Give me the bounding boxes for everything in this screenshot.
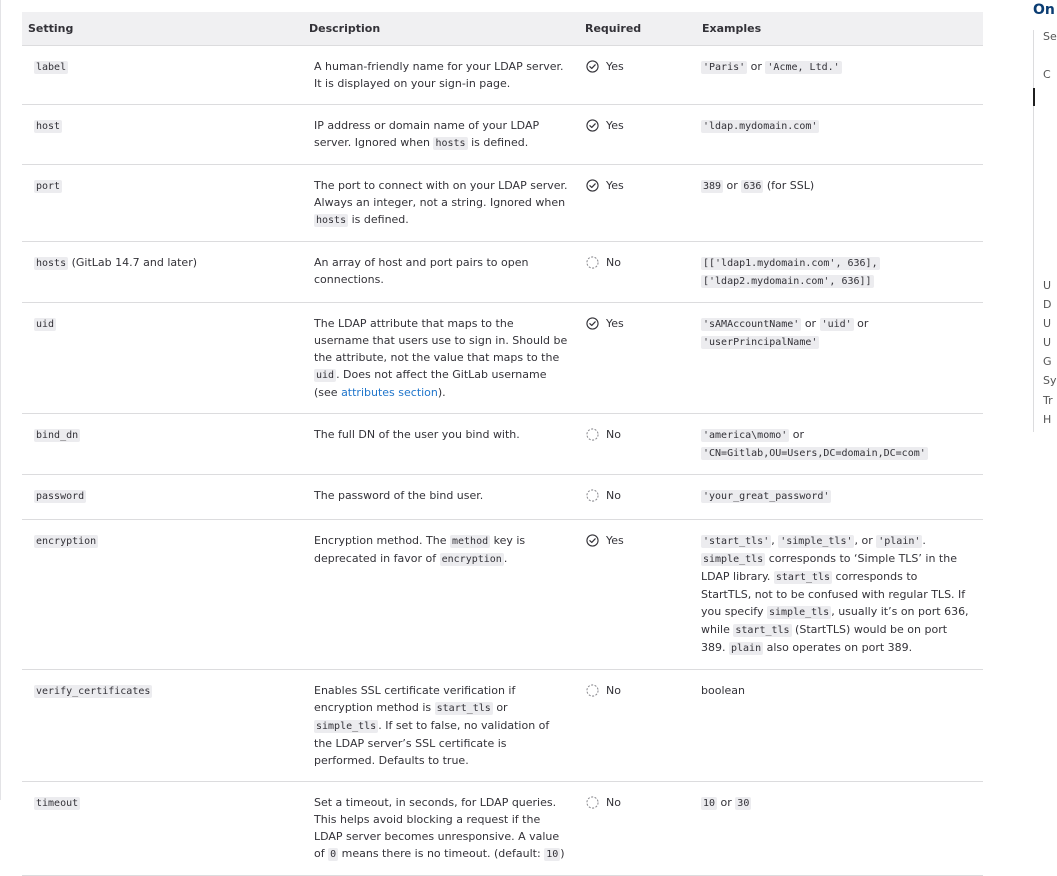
inline-code: label	[36, 62, 67, 73]
on-this-page-nav	[1033, 0, 1057, 800]
text-fragment: Enables SSL certificate verification if encryption method is	[314, 684, 516, 714]
setting-cell	[22, 46, 303, 105]
inline-code: start_tls	[775, 572, 831, 583]
required-indicator	[586, 532, 624, 549]
required-cell	[579, 105, 696, 165]
table-row	[22, 105, 983, 165]
examples-cell	[696, 46, 983, 105]
required-cell	[579, 165, 696, 242]
inline-code: 'your_great_password'	[703, 491, 830, 502]
setting-cell	[22, 165, 303, 242]
table-row	[22, 46, 983, 105]
inline-code: timeout	[36, 798, 79, 809]
inline-code: encryption	[441, 554, 502, 565]
examples-cell	[696, 520, 983, 670]
table-row	[22, 475, 983, 520]
toc-item[interactable]: Tr	[1043, 394, 1053, 407]
setting-cell	[22, 303, 303, 414]
examples-cell	[696, 782, 983, 876]
inline-code: port	[36, 181, 61, 192]
table-header	[22, 12, 983, 46]
required-cell	[579, 475, 696, 520]
table-row	[22, 303, 983, 414]
table-row	[22, 165, 983, 242]
table-body	[22, 46, 983, 876]
inline-code: verify_certificates	[36, 686, 151, 697]
required-indicator	[586, 254, 621, 271]
check-circle-icon	[586, 60, 599, 73]
toc-item[interactable]: C	[1043, 68, 1051, 81]
inline-code: 'CN=Gitlab,OU=Users,DC=domain,DC=com'	[703, 448, 926, 459]
description-cell	[303, 782, 579, 876]
examples-cell	[696, 414, 983, 475]
text-fragment: (GitLab 14.7 and later)	[68, 256, 198, 269]
inline-code: simple_tls	[768, 607, 830, 618]
setting-cell	[22, 414, 303, 475]
text-fragment: .	[922, 534, 926, 547]
required-cell	[579, 303, 696, 414]
required-label: Yes	[606, 119, 624, 132]
text-fragment: also operates on port 389.	[763, 641, 913, 654]
inline-code: start_tls	[436, 703, 491, 714]
dashed-circle-icon	[586, 256, 599, 269]
text-fragment: . Does not affect the GitLab username (see	[314, 368, 547, 399]
text-fragment: The port to connect with on your LDAP server. Always an integer, not a string. Ignored when	[314, 179, 568, 209]
inline-code: 'start_tls'	[703, 536, 770, 547]
required-indicator	[586, 315, 624, 332]
required-cell	[579, 520, 696, 670]
description-cell	[303, 46, 579, 105]
required-label: No	[606, 256, 621, 269]
attributes-section-link[interactable]: attributes section	[341, 386, 438, 399]
description-cell	[303, 242, 579, 303]
text-fragment: The password of the bind user.	[314, 489, 484, 502]
required-label: No	[606, 796, 621, 809]
examples-cell	[696, 165, 983, 242]
dashed-circle-icon	[586, 684, 599, 697]
inline-code: 'plain'	[878, 536, 921, 547]
table-row	[22, 670, 983, 782]
required-cell	[579, 242, 696, 303]
toc-item[interactable]: U	[1043, 317, 1052, 330]
inline-code: 10	[703, 798, 716, 809]
inline-code: 'uid'	[821, 319, 852, 330]
inline-code: method	[451, 536, 489, 547]
toc-active-marker	[1033, 88, 1035, 106]
check-circle-icon	[586, 119, 599, 132]
toc-item[interactable]: U	[1043, 336, 1052, 349]
text-fragment: (for SSL)	[763, 179, 815, 192]
required-cell	[579, 670, 696, 782]
text-fragment: , or	[854, 534, 877, 547]
text-fragment: means there is no timeout. (default:	[338, 847, 545, 860]
text-fragment: . If set to false, no validation of the LDAP server’s SSL certificate is performed. Defaults to true.	[314, 719, 550, 767]
setting-cell	[22, 520, 303, 670]
inline-code: simple_tls	[703, 554, 764, 565]
text-fragment: is defined.	[348, 213, 409, 226]
text-fragment: IP address or domain name of your LDAP server. Ignored when	[314, 119, 540, 149]
inline-code: bind_dn	[36, 430, 79, 441]
required-label: Yes	[606, 179, 624, 192]
table-row	[22, 782, 983, 876]
header-required[interactable]: Required	[579, 12, 696, 46]
setting-cell	[22, 242, 303, 303]
toc-item[interactable]: D	[1043, 298, 1052, 311]
inline-code: 'userPrincipalName'	[703, 337, 818, 348]
required-label: Yes	[606, 534, 624, 547]
required-label: Yes	[606, 317, 624, 330]
inline-code: hosts	[316, 215, 347, 226]
text-fragment: or	[492, 701, 508, 714]
required-indicator	[586, 794, 621, 811]
inline-code: plain	[731, 643, 762, 654]
required-label: No	[606, 428, 621, 441]
inline-code: 30	[737, 798, 750, 809]
dashed-circle-icon	[586, 428, 599, 441]
header-description[interactable]: Description	[303, 12, 579, 46]
required-indicator	[586, 58, 624, 75]
inline-code: 10	[546, 849, 559, 860]
text-fragment: or	[717, 796, 736, 809]
text-fragment: corresponds to ‘Simple TLS’ in the LDAP library.	[701, 552, 957, 583]
inline-code: simple_tls	[316, 721, 377, 732]
inline-code: 'simple_tls'	[780, 536, 853, 547]
dashed-circle-icon	[586, 489, 599, 502]
inline-code: uid	[36, 319, 55, 330]
setting-cell	[22, 782, 303, 876]
required-cell	[579, 782, 696, 876]
text-fragment: An array of host and port pairs to open connections.	[314, 256, 529, 286]
text-fragment: ).	[437, 386, 446, 399]
examples-cell	[696, 242, 983, 303]
setting-cell	[22, 105, 303, 165]
text-fragment: The full DN of the user you bind with.	[314, 428, 520, 441]
check-circle-icon	[586, 317, 599, 330]
inline-code: uid	[316, 370, 335, 381]
inline-code: 389	[703, 181, 722, 192]
ldap-settings-table	[22, 12, 983, 876]
examples-cell	[696, 670, 983, 782]
required-indicator	[586, 682, 621, 699]
toc-item[interactable]: Se	[1043, 30, 1057, 43]
required-indicator	[586, 117, 624, 134]
inline-code: 'Acme, Ltd.'	[767, 62, 840, 73]
required-indicator	[586, 426, 621, 443]
text-fragment: The LDAP attribute that maps to the username that users use to sign in. Should be the attribute, not the value that maps to the	[314, 317, 568, 364]
header-examples[interactable]: Examples	[696, 12, 983, 46]
check-circle-icon	[586, 179, 599, 192]
inline-code: host	[36, 121, 61, 132]
inline-code: hosts	[435, 138, 466, 149]
table-row	[22, 414, 983, 475]
text-fragment: corresponds to StartTLS, not to be confused with regular TLS. If you specify	[701, 570, 966, 618]
description-cell	[303, 414, 579, 475]
required-label: No	[606, 489, 621, 502]
description-cell	[303, 303, 579, 414]
required-cell	[579, 46, 696, 105]
inline-code: 'sAMAccountName'	[703, 319, 800, 330]
toc-item[interactable]: H	[1043, 413, 1052, 426]
text-fragment: or	[747, 60, 766, 73]
toc-item[interactable]: U	[1043, 279, 1052, 292]
examples-cell	[696, 475, 983, 520]
inline-code: ['ldap2.mydomain.com', 636]]	[703, 276, 872, 287]
page-left-border	[0, 0, 1, 800]
text-fragment: or	[789, 428, 805, 441]
inline-code: hosts	[36, 258, 67, 269]
required-cell	[579, 414, 696, 475]
description-cell	[303, 670, 579, 782]
inline-code: 636	[743, 181, 762, 192]
table-row	[22, 520, 983, 670]
setting-cell	[22, 670, 303, 782]
toc-item[interactable]: Sy	[1043, 374, 1057, 387]
inline-code: 'ldap.mydomain.com'	[703, 121, 818, 132]
examples-cell	[696, 303, 983, 414]
text-fragment: or	[853, 317, 869, 330]
required-indicator	[586, 177, 624, 194]
text-fragment: ,	[771, 534, 779, 547]
text-fragment: , usually it’s on port 636, while	[701, 605, 969, 636]
description-cell	[303, 105, 579, 165]
text-fragment: boolean	[701, 684, 745, 697]
description-cell	[303, 165, 579, 242]
inline-code: 'Paris'	[703, 62, 746, 73]
setting-cell	[22, 475, 303, 520]
text-fragment: or	[801, 317, 820, 330]
inline-code: encryption	[36, 536, 97, 547]
inline-code: password	[36, 491, 85, 502]
required-indicator	[586, 487, 621, 504]
text-fragment: )	[560, 847, 565, 860]
dashed-circle-icon	[586, 796, 599, 809]
examples-cell	[696, 105, 983, 165]
toc-item[interactable]: G	[1043, 355, 1052, 368]
table-row	[22, 242, 983, 303]
inline-code: start_tls	[735, 625, 790, 636]
text-fragment: or	[723, 179, 742, 192]
text-fragment: A human-friendly name for your LDAP server. It is displayed on your sign-in page.	[314, 60, 564, 90]
text-fragment: (StartTLS) would be on port 389.	[701, 623, 948, 654]
check-circle-icon	[586, 534, 599, 547]
description-cell	[303, 520, 579, 670]
text-fragment: key is deprecated in favor of	[314, 534, 526, 565]
required-label: Yes	[606, 60, 624, 73]
inline-code: 0	[330, 849, 337, 860]
header-setting[interactable]: Setting	[22, 12, 303, 46]
content-area	[22, 12, 983, 876]
inline-code: [['ldap1.mydomain.com', 636],	[703, 258, 878, 269]
text-fragment: Set a timeout, in seconds, for LDAP queries. This helps avoid blocking a request if the LDAP server becomes unresponsive. A value of	[314, 796, 560, 860]
inline-code: 'america\momo'	[703, 430, 788, 441]
text-fragment: is defined.	[467, 136, 529, 149]
text-fragment: .	[503, 552, 508, 565]
toc-title: On	[1033, 2, 1055, 18]
required-label: No	[606, 684, 621, 697]
text-fragment: Encryption method. The	[314, 534, 450, 547]
description-cell	[303, 475, 579, 520]
